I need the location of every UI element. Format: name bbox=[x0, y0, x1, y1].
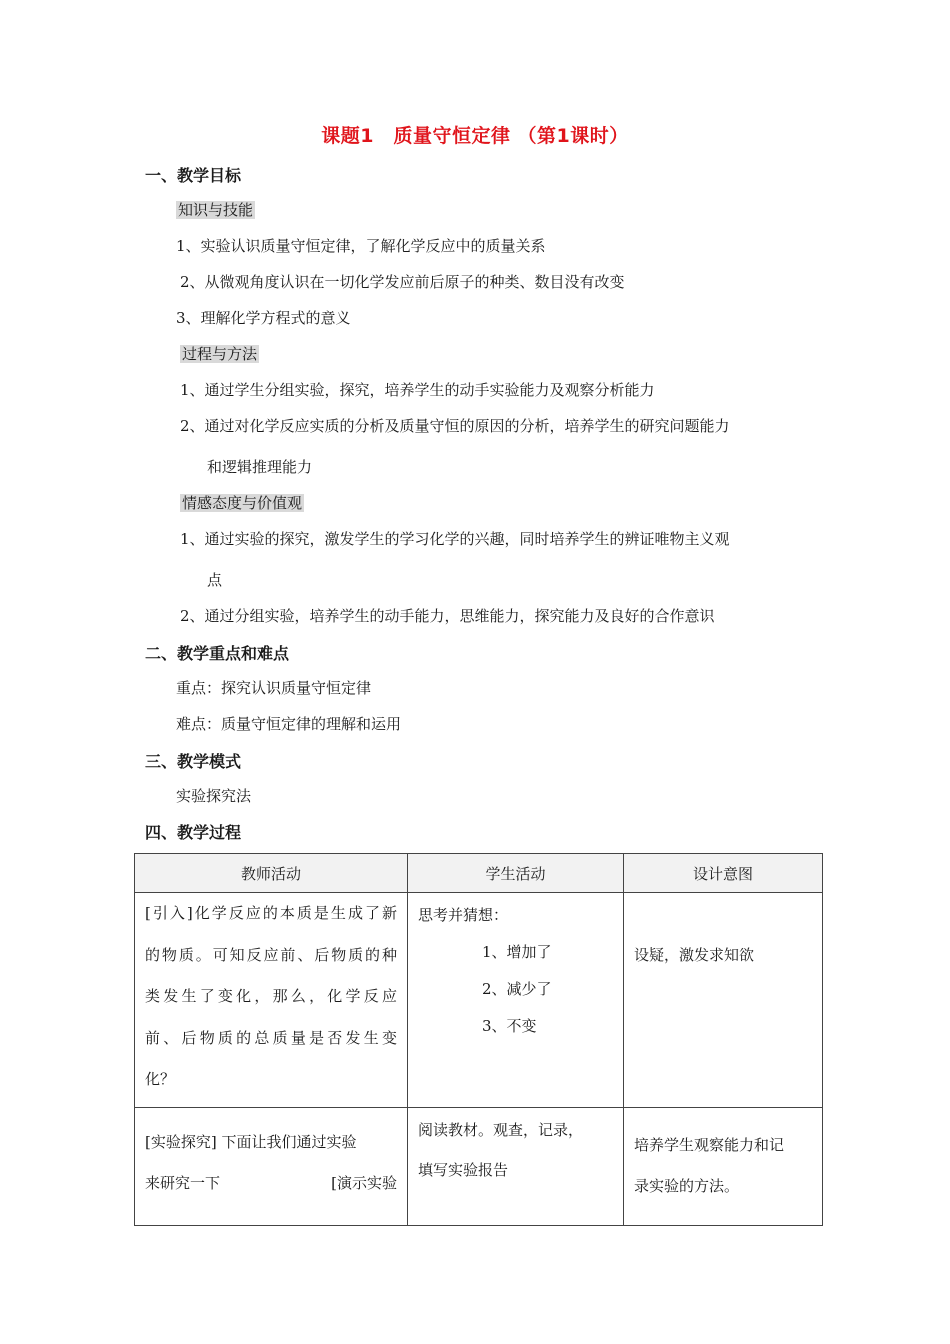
teacher-line: 前、后物质的总质量是否发生变 bbox=[145, 1028, 397, 1047]
guess-option: 3、不变 bbox=[482, 1017, 537, 1035]
student-line: 阅读教材。观查，记录， bbox=[418, 1120, 584, 1139]
attitude-item-2: 2、通过分组实验，培养学生的动手能力，思维能力，探究能力及良好的合作意识 bbox=[180, 607, 715, 625]
teacher-line: 来研究一下 bbox=[145, 1173, 221, 1192]
process-item-2-cont: 和逻辑推理能力 bbox=[207, 458, 313, 476]
student-line: 填写实验报告 bbox=[418, 1160, 509, 1179]
teacher-line: [引入]化学反应的本质是生成了新 bbox=[145, 904, 397, 922]
subheading-process: 过程与方法 bbox=[182, 345, 258, 363]
process-item-2: 2、通过对化学反应实质的分析及质量守恒的原因的分析，培养学生的研究问题能力 bbox=[180, 417, 730, 435]
teacher-cell bbox=[135, 893, 408, 1108]
teacher-line: 的物质。可知反应前、后物质的种 bbox=[145, 945, 397, 964]
knowledge-item-2: 2、从微观角度认识在一切化学发应前后原子的种类、数目没有改变 bbox=[180, 273, 625, 291]
section-heading-procedure: 四、教学过程 bbox=[145, 823, 242, 842]
header-teacher: 教师活动 bbox=[135, 854, 408, 893]
difficulty-text: 难点：质量守恒定律的理解和运用 bbox=[176, 715, 402, 733]
student-cell bbox=[408, 1107, 624, 1225]
intent-cell bbox=[624, 893, 823, 1108]
section-heading-mode: 三、教学模式 bbox=[145, 752, 242, 771]
knowledge-item-3: 3、理解化学方程式的意义 bbox=[176, 309, 351, 327]
student-cell bbox=[408, 893, 624, 1108]
guess-option: 2、减少了 bbox=[482, 980, 552, 998]
intent-line: 录实验的方法。 bbox=[634, 1176, 740, 1195]
focus-text: 重点：探究认识质量守恒定律 bbox=[176, 679, 372, 697]
table-header-row bbox=[135, 854, 823, 893]
mode-text: 实验探究法 bbox=[176, 787, 252, 805]
teacher-line: [实验探究] 下面让我们通过实验 bbox=[145, 1132, 357, 1151]
guess-option: 1、增加了 bbox=[482, 943, 552, 961]
header-intent: 设计意图 bbox=[624, 854, 823, 893]
header-student: 学生活动 bbox=[408, 854, 624, 893]
teacher-cell bbox=[135, 1107, 408, 1225]
table-row bbox=[135, 893, 823, 1108]
subheading-knowledge: 知识与技能 bbox=[178, 201, 254, 219]
teacher-line: 类发生了变化，那么，化学反应 bbox=[145, 987, 397, 1005]
intent-text: 设疑，激发求知欲 bbox=[634, 946, 755, 964]
process-item-1: 1、通过学生分组实验，探究，培养学生的动手实验能力及观察分析能力 bbox=[180, 381, 655, 399]
subheading-attitude: 情感态度与价值观 bbox=[182, 494, 303, 512]
intent-cell bbox=[624, 1107, 823, 1225]
table-row bbox=[135, 1107, 823, 1225]
procedure-table bbox=[134, 853, 823, 1226]
teacher-line-split bbox=[145, 1163, 397, 1204]
attitude-item-1-cont: 点 bbox=[207, 571, 223, 589]
attitude-item-1: 1、通过实验的探究，激发学生的学习化学的兴趣，同时培养学生的辨证唯物主义观 bbox=[180, 530, 730, 548]
page-title: 课题1 质量守恒定律 （第1课时） bbox=[321, 125, 629, 147]
teacher-line: 化？ bbox=[145, 1070, 176, 1088]
student-intro: 思考并猜想： bbox=[418, 906, 509, 924]
section-heading-goals: 一、教学目标 bbox=[145, 166, 242, 185]
teacher-line: [演示实验 bbox=[331, 1173, 397, 1192]
knowledge-item-1: 1、实验认识质量守恒定律，了解化学反应中的质量关系 bbox=[176, 237, 546, 255]
section-heading-key-points: 二、教学重点和难点 bbox=[145, 644, 290, 663]
intent-line: 培养学生观察能力和记 bbox=[634, 1135, 785, 1154]
